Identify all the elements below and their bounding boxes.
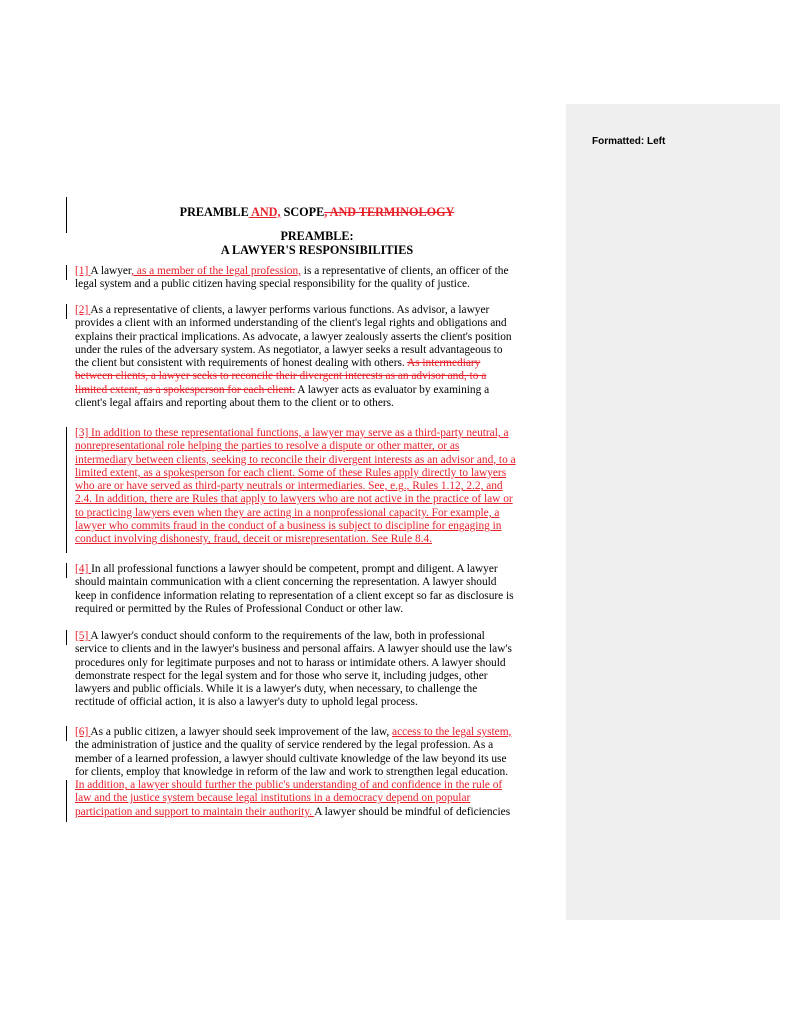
text-run: procedures only for legitimate purposes and not to harass or intimidate others. A lawyer should xyxy=(75,656,506,669)
inserted-text: [3] In addition to these representational functions, a lawyer may serve as a third-party neutral, a xyxy=(75,427,509,439)
subtitle-line-2: A LAWYER'S RESPONSIBILITIES xyxy=(220,243,414,257)
text-run: should maintain communication with a client concerning the representation. A lawyer should xyxy=(75,576,497,589)
text-run: A lawyer xyxy=(90,265,132,277)
text-run: required or permitted by the Rules of Professional Conduct or other law. xyxy=(75,602,404,615)
inserted-text: , as a member of the legal profession, xyxy=(131,265,301,277)
text-run: demonstrate respect for the legal system and for those who serve it, including judges, other xyxy=(75,669,488,682)
text-line xyxy=(75,384,561,397)
text-line xyxy=(75,427,561,440)
text-line xyxy=(75,454,561,467)
inserted-text: conduct involving dishonesty, fraud, deceit or misrepresentation. See Rule 8.4. xyxy=(75,533,433,546)
document-title xyxy=(75,205,559,219)
text-line xyxy=(75,480,561,493)
text-line xyxy=(75,643,561,656)
inserted-text: participation and support to maintain their authority. xyxy=(75,805,315,818)
inserted-text: law and the justice system because legal institutions in a democracy depend on popular xyxy=(75,792,471,805)
text-line xyxy=(75,753,561,766)
text-run: the administration of justice and the quality of service rendered by the legal profession. As a xyxy=(75,739,494,752)
text-line xyxy=(75,467,561,480)
text-line xyxy=(75,507,561,520)
title-seg-1: AND, xyxy=(248,205,281,219)
text-run: As a public citizen, a lawyer should seek improvement of the law, xyxy=(90,726,393,738)
text-line xyxy=(75,331,561,344)
paragraph-p6 xyxy=(75,726,561,819)
text-line xyxy=(75,696,561,709)
text-run: A lawyer acts as evaluator by examining a xyxy=(295,383,490,396)
text-line xyxy=(75,357,561,370)
inserted-text: intermediary between clients, seeking to reconcile their divergent interests as an advisor and, to a xyxy=(75,453,516,466)
title-seg-0: PREAMBLE xyxy=(179,205,249,219)
text-line xyxy=(75,739,561,752)
text-line xyxy=(75,304,561,317)
text-line xyxy=(75,603,561,616)
text-line xyxy=(75,576,561,589)
paragraph-p3 xyxy=(75,427,561,547)
text-line xyxy=(75,590,561,603)
text-line xyxy=(75,370,561,383)
inserted-text: In addition, a lawyer should further the public's understanding of and confidence in the rule of xyxy=(75,779,503,792)
change-bar-p6a xyxy=(66,726,67,741)
text-run: the client but consistent with requirements of honest dealing with others. xyxy=(75,357,407,370)
text-line xyxy=(75,792,561,805)
text-line xyxy=(75,563,561,576)
subtitle-line-1: PREAMBLE: xyxy=(280,229,354,243)
text-run: for clients, employ that knowledge in reform of the law and work to strengthen legal education. xyxy=(75,765,509,778)
text-run: rectitude of official action, it is also a lawyer's duty to uphold legal process. xyxy=(75,696,418,709)
change-bar-p2 xyxy=(66,304,67,319)
change-bar-p6b xyxy=(66,780,67,822)
comment-pane-title: Formatted: Left xyxy=(592,136,666,147)
paragraph-p5 xyxy=(75,630,561,710)
inserted-text: [1] xyxy=(75,265,91,277)
text-line xyxy=(75,397,561,410)
deleted-text: As intermediary xyxy=(406,357,481,370)
text-run: is a representative of clients, an officer of the xyxy=(300,265,509,277)
inserted-text: nonrepresentational role helping the parties to resolve a dispute or other matter, or as xyxy=(75,440,460,453)
text-run: provides a client with an informed understanding of the client's legal rights and obligations and xyxy=(75,317,507,330)
inserted-text: [6] xyxy=(75,726,91,738)
text-line xyxy=(75,766,561,779)
document-subtitle xyxy=(75,229,559,257)
text-line xyxy=(75,520,561,533)
text-line xyxy=(75,317,561,330)
text-line xyxy=(75,344,561,357)
text-line xyxy=(75,806,561,819)
text-run: member of a learned profession, a lawyer should cultivate knowledge of the law beyond its use xyxy=(75,752,507,765)
title-seg-2: SCOPE xyxy=(280,205,325,219)
inserted-text: [2] xyxy=(75,304,91,316)
inserted-text: [4] xyxy=(75,563,92,575)
deleted-text: between clients, a lawyer seeks to reconcile their divergent interests as an advisor and, to a xyxy=(75,370,487,383)
paragraph-p2 xyxy=(75,304,561,410)
inserted-text: [5] xyxy=(75,630,91,642)
text-run: under the rules of the adversary system. As negotiator, a lawyer seeks a result advantageous to xyxy=(75,343,503,356)
text-run: service to clients and in the lawyer's business and personal affairs. A lawyer should use the law's xyxy=(75,643,512,656)
text-line xyxy=(75,657,561,670)
text-line xyxy=(75,493,561,506)
text-run: legal system and a public citizen having special responsibility for the quality of justice. xyxy=(75,278,470,291)
text-line xyxy=(75,726,561,739)
text-run: lawyers and public officials. While it is a lawyer's duty, when necessary, to challenge the xyxy=(75,683,478,696)
inserted-text: access to the legal system, xyxy=(392,726,512,738)
change-bar-p4 xyxy=(66,563,67,578)
text-run: In all professional functions a lawyer should be competent, prompt and diligent. A lawyer xyxy=(91,563,498,575)
inserted-text: who are or have served as third-party neutrals or intermediaries. See, e.g., Rules 1.12, 2.2, and xyxy=(75,480,503,493)
inserted-text: to practicing lawyers even when they are acting in a nonprofessional capacity. For example, a xyxy=(75,506,500,519)
text-line xyxy=(75,265,561,278)
text-run: As a representative of clients, a lawyer performs various functions. As advisor, a lawyer xyxy=(90,304,490,316)
change-bar-heading xyxy=(66,197,67,233)
text-run: A lawyer's conduct should conform to the requirements of the law, both in professional xyxy=(90,630,485,642)
inserted-text: lawyer who commits fraud in the conduct of a business is subject to discipline for engaging in xyxy=(75,520,502,533)
change-bar-p1 xyxy=(66,265,67,280)
paragraph-p4 xyxy=(75,563,561,616)
text-line xyxy=(75,683,561,696)
title-seg-3: , AND TERMINOLOGY xyxy=(324,205,455,219)
text-run: keep in confidence information relating to representation of a client except so far as disclosure is xyxy=(75,589,514,602)
paragraph-p1 xyxy=(75,265,561,292)
inserted-text: 2.4. In addition, there are Rules that apply to lawyers who are not active in the practice of law or xyxy=(75,493,513,506)
text-run: A lawyer should be mindful of deficiencies xyxy=(314,805,511,818)
text-line xyxy=(75,670,561,683)
text-line xyxy=(75,630,561,643)
text-line xyxy=(75,533,561,546)
text-line xyxy=(75,278,561,291)
text-line xyxy=(75,440,561,453)
text-run: explains their practical implications. As advocate, a lawyer zealously asserts the client's position xyxy=(75,330,512,343)
inserted-text: limited extent, as a spokesperson for each client. Some of these Rules apply directly to lawyers xyxy=(75,466,507,479)
text-run: client's legal affairs and reporting about them to the client or to others. xyxy=(75,397,394,410)
text-line xyxy=(75,779,561,792)
change-bar-p5 xyxy=(66,630,67,645)
comment-pane[interactable] xyxy=(566,104,780,920)
deleted-text: limited extent, as a spokesperson for each client. xyxy=(75,383,296,396)
change-bar-p3 xyxy=(66,427,67,553)
